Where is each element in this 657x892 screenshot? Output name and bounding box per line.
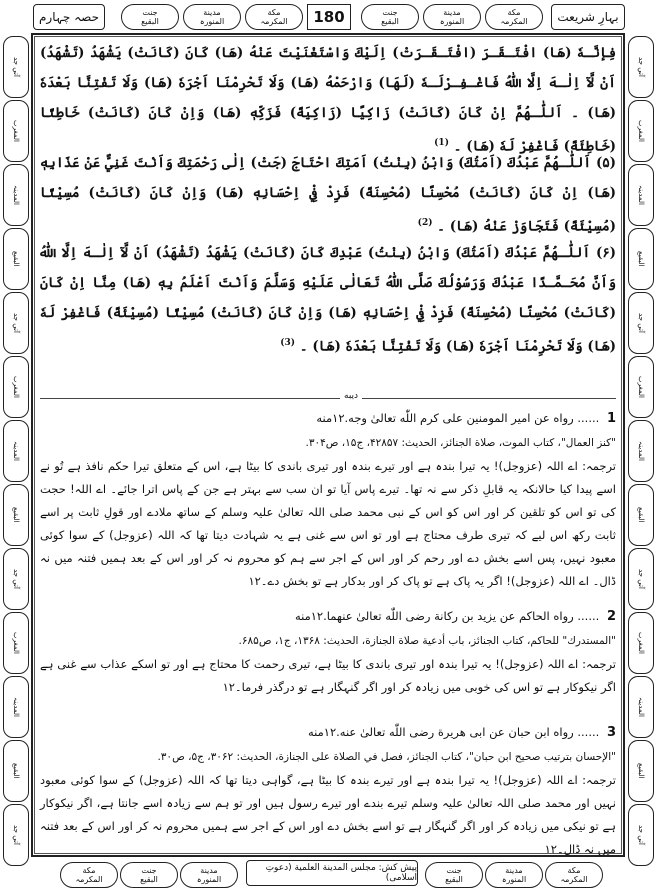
badge-top: مدینة — [200, 866, 218, 875]
footnote-source: 2 ...... رواه الحاكم عن يزيد بن ركانة رضی اللّٰه تعالیٰ عنهما.۱۲منه — [294, 609, 616, 624]
footer-badge-madina-left — [180, 862, 238, 888]
side-tab: آتي جد — [628, 804, 654, 866]
side-tab: المدینہ — [3, 420, 29, 482]
dua-paragraph-1 — [40, 38, 616, 162]
footnote-source: 3 ...... رواه ابن حبان عن ابی هريرة رضی اللّٰه تعالیٰ عنه.۱۲منه — [307, 725, 616, 740]
badge-top: مکة — [267, 8, 281, 17]
footnote-ref-1[interactable]: (1) — [434, 138, 449, 148]
footnote-number: 2 — [606, 609, 616, 624]
publisher-label: پیش کش: مجلس المدینة العلمیة (دعوتِ اسلامی) — [246, 860, 418, 886]
badge-top: جنت — [141, 866, 157, 875]
header-badge-baqi-right — [361, 4, 419, 30]
footnote-source-text: رواه عن امير المومنين علی كرم اللّٰه تعالیٰ وجه.۱۲منه — [316, 411, 574, 425]
side-tab: المدینہ — [628, 420, 654, 482]
side-tab: آتي جد — [628, 292, 654, 354]
footnote-3 — [40, 720, 616, 861]
footnote-reference: "الإحسان بترتيب صحيح ابن حبان"، كتاب الجنائز، فصل في الصلاة على الجنازة، الحديث: ۳۰۶۲، ج۵، ص۳۰. — [157, 751, 616, 763]
side-tab: البقیع — [628, 228, 654, 290]
dua-text: فِإنَّـهٗ (هَا) افْتَـقَـرَ (افْتَـقَـرَتْ) اِلَيْكَ وَاسْتَغْنَيْتَ عَنْهُ (هَا) كَانَ (كَانَتْ) يَشْهَدُ (تَشْهَدُ) اَنْ لَّآ اِلٰـهَ اِلَّا اللّٰهُ فَاغْـفِـرْلَـهٗ (لَهَا) وَارْحَمْهُ (هَا) وَلَا تَحْرِمْنَا اَجْرَهٗ (هَا) وَلَا تَفْتِنَّا بَعْدَهٗ (هَا) ۔ اَللّٰـهُمَّ اِنْ كَانَ (كَانَتْ) زَاكِيًا (زَاكِيَةً) فَزَكِّهٖ (هَا) وَاِنْ كَانَ (كَانَتْ) خَاطِئًا (خَاطِئَةً) فَاغْفِرْ لَهٗ (هَا) ۔ — [40, 45, 616, 155]
badge-top: جنت — [382, 8, 398, 17]
footer-badge-baqi-right — [425, 862, 483, 888]
side-tab: المدینہ — [628, 164, 654, 226]
side-tab: المدینہ — [628, 676, 654, 738]
header-badge-baqi-left — [121, 4, 179, 30]
side-tab: المغرب — [3, 100, 29, 162]
badge-bottom: البقیع — [140, 875, 158, 884]
footnote-source-text: رواه الحاكم عن يزيد بن ركانة رضی اللّٰه تعالیٰ عنهما.۱۲منه — [294, 609, 574, 623]
badge-bottom: المکرمہ — [500, 17, 528, 26]
footnote-source-text: رواه ابن حبان عن ابی هريرة رضی اللّٰه تعالیٰ عنه.۱۲منه — [307, 725, 574, 739]
divider-mark: دیبه — [340, 391, 362, 401]
footnote-reference: "المستدرك" للحاكم، كتاب الجنائز، باب أدعية صلاة الجنازة، الحديث: ۱۳۶۸، ج۱، ص۶۸۵. — [238, 635, 616, 647]
book-title: بہارِ شریعت — [551, 4, 625, 30]
badge-bottom: المنورہ — [501, 875, 527, 884]
side-tab: آتي جد — [3, 36, 29, 98]
footnote-translation: ترجمہ: اے اللہ (عزوجل)! یہ تیرا بندہ ہے اور تیرے بندہ کا بیٹا ہے، گواہی دیتا تھا کہ اللہ (عزوجل) کے سوا کوئی معبود نہیں اور محمد صلی اللہ تعالیٰ علیہ وسلم تیرے بندے اور تیرے رسول ہیں اور تو ہم سے زیادہ اسے جانتا ہے، اگر نیکوکار ہے تو نیکی میں زیادہ کر اور اگر گنہگار ہے تو اسے بخش دے اور اس کے اجر سے ہمیں محروم نہ کر اور اس کے بعد فتنہ میں نہ ڈال۔۱۲ — [40, 773, 616, 856]
badge-top: مدینة — [203, 8, 221, 17]
side-tab: البقیع — [628, 740, 654, 802]
page-number: 180 — [307, 4, 351, 30]
header-badge-makkah-left — [245, 4, 303, 30]
side-tab: المغرب — [3, 612, 29, 674]
side-tab: آتي جد — [628, 36, 654, 98]
footnote-number: 1 — [606, 411, 616, 426]
badge-top: مدینة — [443, 8, 461, 17]
footnote-reference: "كنز العمال"، كتاب الموت، صلاة الجنائز، الحديث: ۴۲۸۵۷، ج۱۵، ص۳۰۴. — [305, 437, 616, 449]
badge-top: جنت — [142, 8, 158, 17]
badge-bottom: المکرمہ — [260, 17, 288, 26]
side-tab: المدینہ — [3, 164, 29, 226]
side-tab: البقیع — [3, 228, 29, 290]
badge-bottom: البقیع — [445, 875, 463, 884]
side-tab: المدینہ — [3, 676, 29, 738]
badge-bottom: المنورہ — [196, 875, 222, 884]
footnote-ref-2[interactable]: (2) — [417, 218, 433, 228]
badge-bottom: البقیع — [141, 17, 159, 26]
footnote-ref-3[interactable]: (3) — [280, 338, 296, 348]
footnote-translation: ترجمہ: اے اللہ (عزوجل)! یہ تیرا بندہ ہے اور تیرے بندہ اور تیری باندی کا بیٹا ہے، اس کے متعلق تیرا حکم نافذ ہے تُو نے اسے پیدا کیا حالانکہ یہ قابلِ ذکر سے نہ تھا۔ تیرے پاس آیا تو ان سب سے بہتر ہے جن کے پاس اترا جائے۔ اے اللہ! حجت کی تو اس کو تلقین کر اور اس کو اس کے نبی محمد صلی اللہ تعالیٰ علیہ وسلم کے ساتھ ملادے اور قولِ ثابت پر اسے ثابت رکھ اس لیے کہ تیری طرف محتاج ہے اور تو اس سے غنی ہے یہ شہادت دیتا تھا کہ اللہ (عزوجل) کے سوا کوئی معبود نہیں، پس اسے بخش دے اور رحم کر اور اس کے اجر سے ہم کو محروم نہ کر اور اس کے بعد ہمیں فتنہ میں نہ ڈال۔ اے اللہ (عزوجل)! اگر یہ پاک ہے تو پاک کر اور بدکار ہے تو بخش دے۔۱۲ — [40, 459, 616, 588]
footer-badge-madina-right — [485, 862, 543, 888]
footnote-source: 1 ...... رواه عن امير المومنين علی كرم اللّٰه تعالیٰ وجه.۱۲منه — [316, 411, 616, 426]
badge-bottom: المنورہ — [439, 17, 465, 26]
side-tab: البقیع — [628, 484, 654, 546]
footer-badge-baqi-left — [120, 862, 178, 888]
side-tab: المغرب — [628, 100, 654, 162]
badge-bottom: المکرمہ — [560, 875, 588, 884]
side-tab: المغرب — [628, 612, 654, 674]
badge-bottom: البقیع — [381, 17, 399, 26]
footnote-1 — [40, 406, 616, 593]
badge-top: مکة — [82, 866, 96, 875]
header-badge-makkah-right — [485, 4, 543, 30]
dua-text: (۶) اَللّٰـهُمَّ عَبْدُكَ (اَمَتُكَ) وَابْنُ (بِنْتُ) عَبْدِكَ كَانَ (كَانَتْ) يَشْهَدُ (تَشْهَدُ) اَنْ لَّآ اِلٰـهَ اِلَّا اللّٰهُ وَاَنَّ مُحَـمَّـدًا عَبْدُكَ وَرَسُوْلُكَ صَلَّى اللّٰهُ تَعَالٰى عَلَيْهِ وَسَلَّمَ وَاَنْتَ اَعْلَمُ بِهٖ (هَا) مِنَّا اِنْ كَانَ (كَانَتْ) مُحْسِنًا (مُحْسِنَةً) فَزِدْ فِيْ اِحْسَانِهٖ (هَا) وَاِنْ كَانَ (كَانَتْ) مُسِيْئًا (مُسِيْئَةً) فَاغْفِرْ لَهٗ (هَا) وَلَا تَحْرِمْنَا اَجْرَهٗ (هَا) وَلَا تَفْتِنَّا بَعْدَهٗ (هَا) ۔ — [40, 245, 616, 355]
header-badge-madina-left — [183, 4, 241, 30]
side-tab: آتي جد — [3, 804, 29, 866]
footnote-translation: ترجمہ: اے اللہ (عزوجل)! یہ تیرا بندہ اور تیری باندی کا بیٹا ہے، تیری رحمت کا محتاج ہے اور تو اسکے عذاب سے غنی ہے اگر نیکوکار ہے تو اس کی خوبی میں زیادہ کر اور اگر گنہگار ہے تو درگذر فرما۔۱۲ — [40, 657, 616, 694]
badge-top: مدینة — [505, 866, 523, 875]
badge-top: مکة — [567, 866, 581, 875]
badge-bottom: المکرمہ — [75, 875, 103, 884]
badge-bottom: المنورہ — [199, 17, 225, 26]
footnote-divider — [40, 391, 616, 401]
footer-badge-makkah-right — [545, 862, 603, 888]
dua-paragraph-3 — [40, 238, 616, 362]
side-tab: آتي جد — [3, 292, 29, 354]
footnote-2 — [40, 604, 616, 699]
dua-paragraph-2 — [40, 148, 616, 242]
side-tab: البقیع — [3, 484, 29, 546]
badge-top: مکة — [507, 8, 521, 17]
footnote-number: 3 — [606, 725, 616, 740]
side-tab: المغرب — [628, 356, 654, 418]
side-tab: آتي جد — [3, 548, 29, 610]
section-title: حصہ چہارم — [33, 4, 105, 30]
header-badge-madina-right — [423, 4, 481, 30]
side-tab: المغرب — [3, 356, 29, 418]
footer-badge-makkah-left — [60, 862, 118, 888]
dua-text: (۵) اَللّٰـهُمَّ عَبْدُكَ (اَمَتُكَ) وَابْنُ (بِنْتُ) اَمَتِكَ احْتَاجَ (جَتْ) اِلٰى رَحْمَتِكَ وَاَنْتَ غَنِيٌّ عَنْ عَذَابِهٖ (هَا) اِنْ كَانَ (كَانَتْ) مُحْسِنًا (مُحْسِنَةً) فَزِدْ فِيْ اِحْسَانِهٖ (هَا) وَاِنْ كَانَ (كَانَتْ) مُسِيْئًا (مُسِيْئَةً) فَتَجَاوَزْ عَنْهُ (هَا) ۔ — [40, 155, 616, 235]
side-tab: البقیع — [3, 740, 29, 802]
badge-top: جنت — [446, 866, 462, 875]
side-tab: آتي جد — [628, 548, 654, 610]
